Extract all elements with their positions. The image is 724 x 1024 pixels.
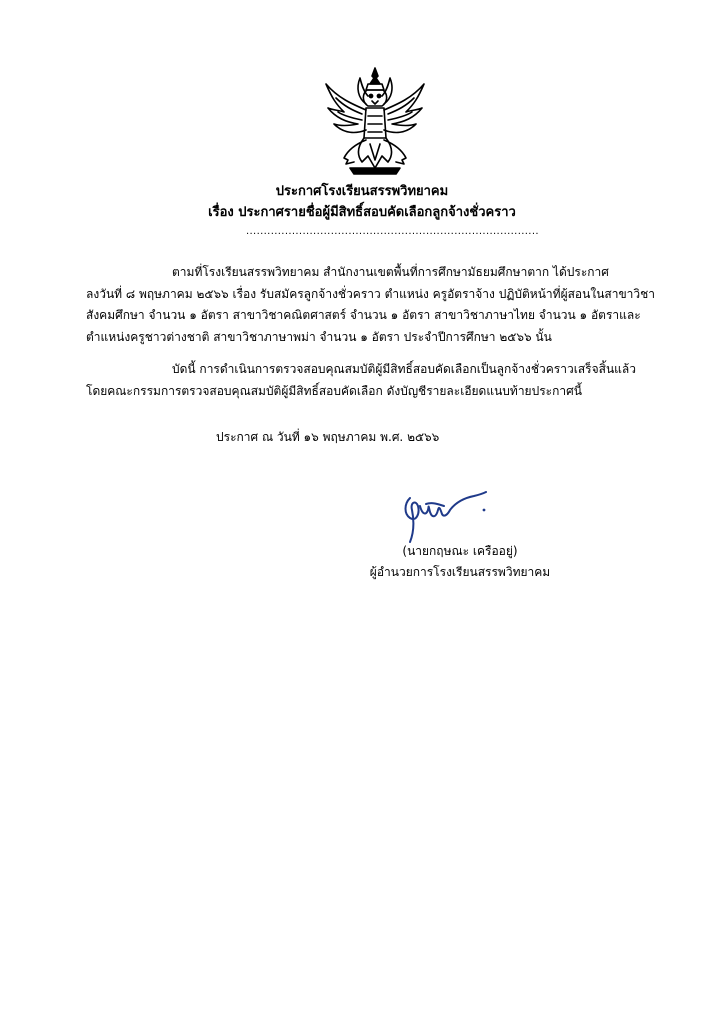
announcement-date: ประกาศ ณ วันที่ ๑๖ พฤษภาคม พ.ศ. ๒๕๖๖ <box>216 430 440 444</box>
paragraph-line: โดยคณะกรรมการตรวจสอบคุณสมบัติผู้มีสิทธิ์สอบคัดเลือก ดังบัญชีรายละเอียดแนบท้ายประกาศนี้ <box>86 383 582 398</box>
garuda-emblem-icon <box>322 64 428 178</box>
handwritten-signature-icon <box>398 484 498 546</box>
signer-position: ผู้อำนวยการโรงเรียนสรรพวิทยาคม <box>369 565 551 579</box>
paragraph-line: บัดนี้ การดำเนินการตรวจสอบคุณสมบัติผู้มีสิทธิ์สอบคัดเลือกเป็นลูกจ้างชั่วคราวเสร็จสิ้นแล้ว <box>172 362 636 376</box>
body-paragraph-2 <box>86 359 638 402</box>
document-subject: เรื่อง ประกาศรายชื่อผู้มีสิทธิ์สอบคัดเลือกลูกจ้างชั่วคราว <box>208 205 516 220</box>
paragraph-line: สังคมศึกษา จำนวน ๑ อัตรา สาขาวิชาคณิตศาสตร์ จำนวน ๑ อัตรา สาขาวิชาภาษาไทย จำนวน ๑ อัตราและ <box>86 308 641 322</box>
paragraph-line: ตามที่โรงเรียนสรรพวิทยาคม สำนักงานเขตพื้นที่การศึกษามัธยมศึกษาตาก ได้ประกาศ <box>172 265 609 279</box>
title-separator: ................................................................................... <box>246 226 539 237</box>
paragraph-line: ตำแหน่งครูชาวต่างชาติ สาขาวิชาภาษาพม่า จำนวน ๑ อัตรา ประจำปีการศึกษา ๒๕๖๖ นั้น <box>86 329 552 344</box>
signer-name: (นายกฤษณะ เครืออยู่) <box>402 544 518 558</box>
paragraph-line: ลงวันที่ ๘ พฤษภาคม ๒๕๖๖ เรื่อง รับสมัครลูกจ้างชั่วคราว ตำแหน่ง ครูอัตราจ้าง ปฏิบัติหน้าที่ผู้สอนในสาขาวิชา <box>86 286 656 301</box>
document-title: ประกาศโรงเรียนสรรพวิทยาคม <box>275 184 449 199</box>
body-paragraph-1 <box>86 262 656 348</box>
